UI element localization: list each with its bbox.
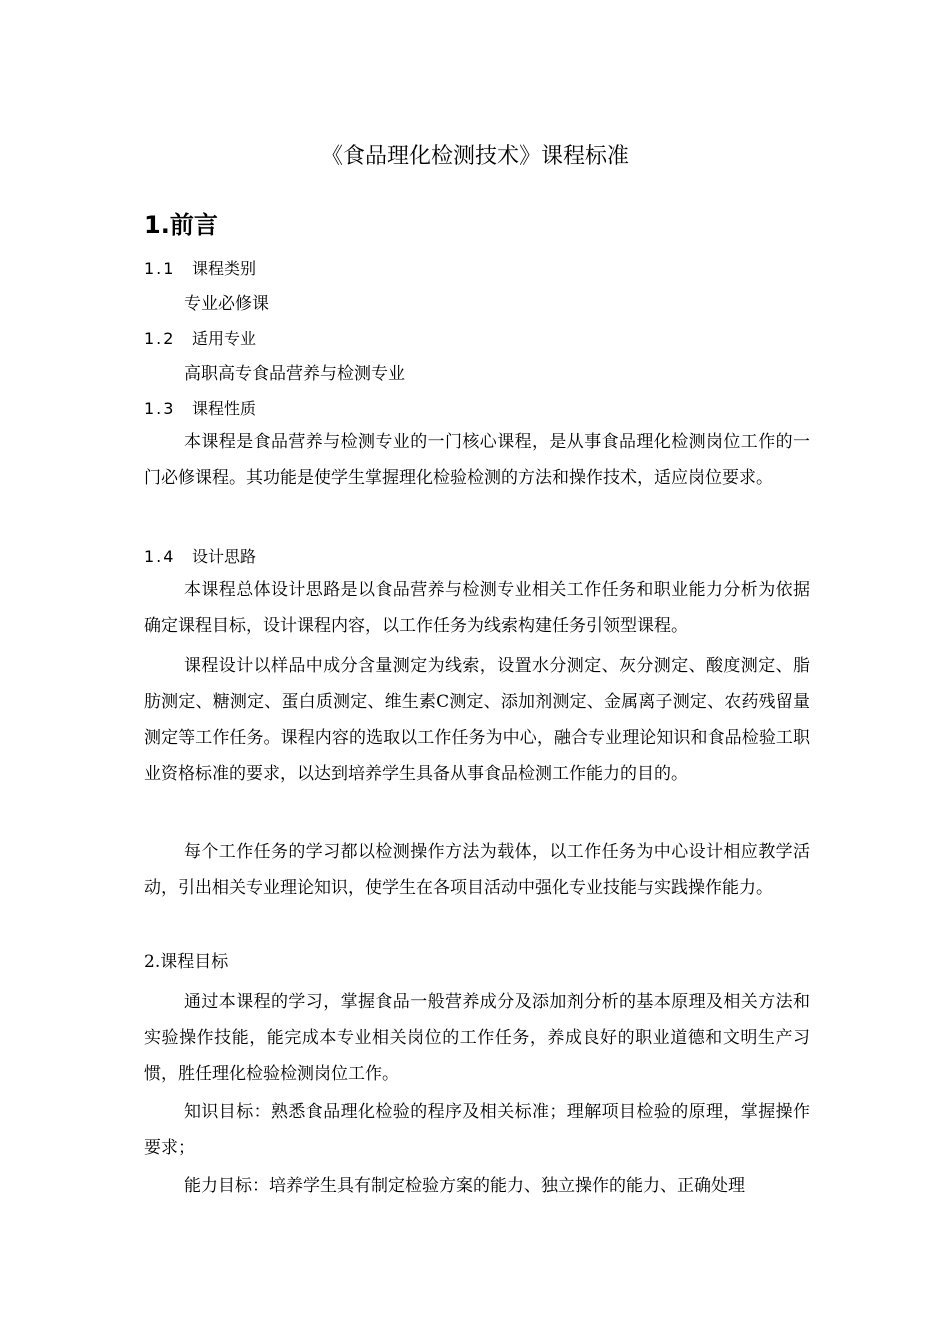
subsection-heading-course-category — [144, 257, 256, 281]
course-category-text: 专业必修课 — [184, 294, 269, 314]
objectives-paragraph-1: 通过本课程的学习，掌握食品一般营养成分及添加剂分析的基本原理及相关方法和实验操作技能，能完成本专业相关岗位的工作任务，养成良好的职业道德和文明生产习惯，胜任理化检验检测岗位工作。 — [144, 992, 810, 1084]
course-nature-paragraph: 本课程是食品营养与检测专业的一门核心课程，是从事食品理化检测岗位工作的一门必修课程。其功能是使学生掌握理化检验检测的方法和操作技术，适应岗位要求。 — [144, 432, 810, 488]
section-heading-course-objectives: 2.课程目标 — [144, 952, 229, 972]
subsection-heading-design-idea — [144, 545, 256, 569]
design-idea-paragraph-2: 课程设计以样品中成分含量测定为线索，设置水分测定、灰分测定、酸度测定、脂肪测定、糖测定、蛋白质测定、维生素C测定、添加剂测定、金属离子测定、农药残留量测定等工作任务。课程内容的选取以工作任务为中心，融合专业理论知识和食品检验工职业资格标准的要求，以达到培养学生具备从事食品检测工作能力的目的。 — [144, 656, 810, 784]
subsection-label: 课程类别 — [192, 259, 257, 278]
subsection-label: 课程性质 — [192, 399, 257, 418]
subsection-number: 1.1 — [144, 259, 176, 278]
design-idea-paragraph-1: 本课程总体设计思路是以食品营养与检测专业相关工作任务和职业能力分析为依据确定课程目标，设计课程内容，以工作任务为线索构建任务引领型课程。 — [144, 580, 810, 636]
objectives-knowledge-paragraph: 知识目标：熟悉食品理化检验的程序及相关标准；理解项目检验的原理，掌握操作要求； — [144, 1102, 810, 1158]
document-title: 《食品理化检测技术》课程标准 — [320, 144, 629, 169]
subsection-number: 1.4 — [144, 547, 176, 566]
subsection-heading-applicable-major — [144, 327, 256, 351]
subsection-heading-course-nature — [144, 397, 256, 421]
applicable-major-text: 高职高专食品营养与检测专业 — [184, 364, 405, 384]
design-idea-paragraph-3: 每个工作任务的学习都以检测操作方法为载体，以工作任务为中心设计相应教学活动，引出相关专业理论知识，使学生在各项目活动中强化专业技能与实践操作能力。 — [144, 842, 810, 898]
subsection-number: 1.3 — [144, 399, 176, 418]
subsection-label: 适用专业 — [192, 329, 257, 348]
objectives-ability-paragraph: 能力目标：培养学生具有制定检验方案的能力、独立操作的能力、正确处理 — [184, 1176, 745, 1196]
section-heading-preface: 1.前言 — [144, 211, 218, 239]
subsection-label: 设计思路 — [192, 547, 257, 566]
subsection-number: 1.2 — [144, 329, 176, 348]
